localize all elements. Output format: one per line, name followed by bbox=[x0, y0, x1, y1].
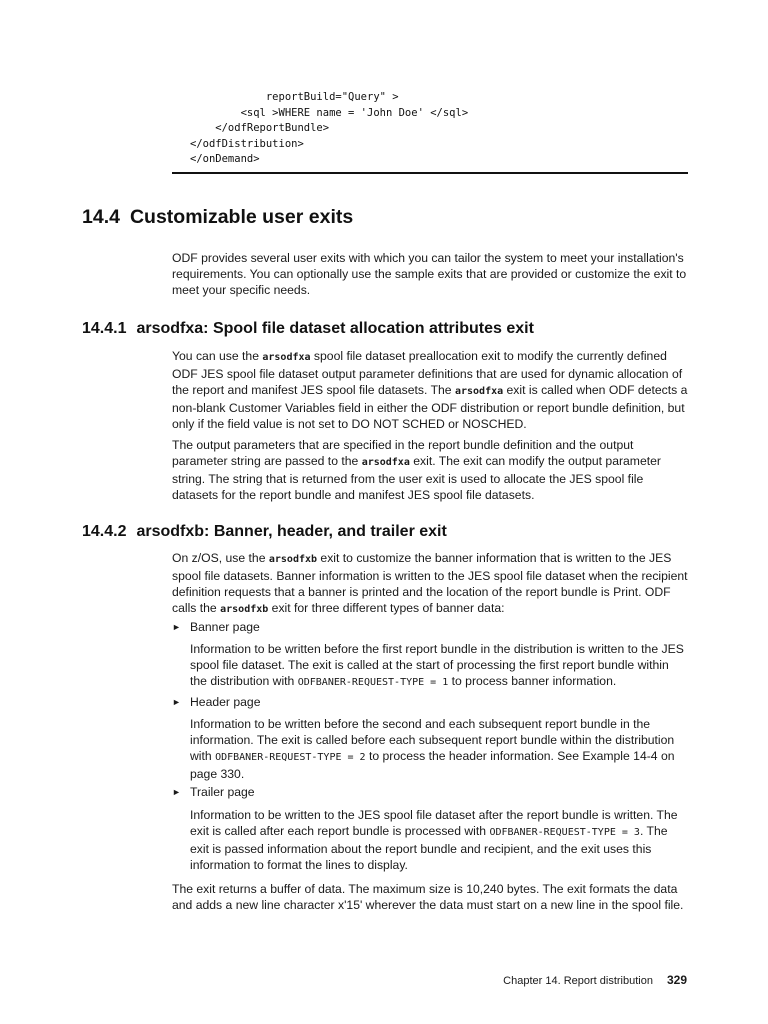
code-end-rule bbox=[172, 172, 688, 174]
text-run: . The exit is passed information about the report bundle and recipient, and the exit uses this information to format the lines to display. bbox=[190, 824, 668, 872]
bullet-item-header-page bbox=[172, 694, 260, 710]
bullet-label: Trailer page bbox=[190, 785, 255, 799]
code-line: </odfDistribution> bbox=[190, 137, 304, 150]
text-run: On z/OS, use the bbox=[172, 551, 269, 565]
text-run: to process banner information. bbox=[448, 674, 617, 688]
text-run: exit is called when ODF detects a non-blank Customer Variables field in either the ODF distribution or report bundle definition, but only if the field value is not set to DO NOT SCHED or NOSCHED. bbox=[172, 383, 688, 431]
code-listing bbox=[190, 90, 468, 168]
command-name: arsodfxa bbox=[454, 386, 504, 397]
command-name: arsodfxa bbox=[361, 457, 410, 468]
subsection-number: 14.4.1 bbox=[82, 320, 127, 337]
bullet-description bbox=[190, 807, 688, 873]
text-run: Information to be written before the second and each subsequent report bundle in the information. The exit is called before each subsequent report bundle within the distribution with bbox=[190, 717, 675, 763]
code-line: reportBuild="Query" > bbox=[190, 91, 399, 103]
subsection-number: 14.4.2 bbox=[82, 523, 127, 540]
text-run: spool file dataset preallocation exit to modify the currently defined ODF JES spool file dataset output parameter definitions that are used for dynamic allocation of the report and manifest JES spool file datasets. The bbox=[172, 349, 683, 397]
section-heading bbox=[82, 206, 353, 229]
subsection-title: arsodfxb: Banner, header, and trailer exit bbox=[136, 523, 447, 540]
text-run: exit for three different types of banner data: bbox=[268, 601, 505, 615]
bullet-triangle-icon: ► bbox=[172, 697, 181, 707]
inline-code: ODFBANER-REQUEST-TYPE = 2 bbox=[215, 752, 366, 763]
text-run: to process the header information. See Example 14-4 on page 330. bbox=[190, 749, 675, 781]
arsodfxb-paragraph-1 bbox=[172, 550, 688, 618]
intro-paragraph: ODF provides several user exits with which you can tailor the system to meet your installation's requirements. You can optionally use the sample exits that are provided or customize the exit to meet your specific needs. bbox=[172, 251, 687, 297]
bullet-label: Header page bbox=[190, 695, 261, 709]
text-run: You can use the bbox=[172, 349, 263, 363]
closing-paragraph: The exit returns a buffer of data. The maximum size is 10,240 bytes. The exit formats the data and adds a new line character x'15' wherever the data must start on a new line in the spool file. bbox=[172, 882, 684, 912]
bullet-triangle-icon: ► bbox=[172, 787, 181, 797]
bullet-label: Banner page bbox=[190, 620, 260, 634]
bullet-triangle-icon: ► bbox=[172, 622, 181, 632]
subsection-heading-arsodfxb bbox=[82, 523, 447, 541]
bullet-item-banner-page bbox=[172, 619, 260, 635]
bullet-description bbox=[190, 641, 688, 691]
code-line: </odfReportBundle> bbox=[190, 122, 330, 134]
command-name: arsodfxb bbox=[220, 604, 269, 615]
section-title: Customizable user exits bbox=[129, 206, 354, 228]
code-line: <sql >WHERE name = 'John Doe' </sql> bbox=[190, 106, 469, 119]
chapter-label: Chapter 14. Report distribution bbox=[503, 975, 653, 987]
section-number: 14.4 bbox=[82, 206, 120, 228]
subsection-heading-arsodfxa bbox=[82, 320, 534, 338]
page-footer bbox=[503, 973, 687, 987]
text-run: exit. The exit can modify the output parameter string. The string that is returned from the user exit is used to allocate the JES spool file datasets for the report bundle and manifest JES spool file datasets. bbox=[172, 454, 661, 502]
text-run: Information to be written to the JES spool file dataset after the report bundle is written. The exit is called after each report bundle is processed with bbox=[190, 808, 678, 838]
inline-code: ODFBANER-REQUEST-TYPE = 1 bbox=[297, 677, 449, 688]
command-name: arsodfxb bbox=[268, 554, 318, 565]
text-run: Information to be written before the first report bundle in the distribution is written to the JES spool file dataset. The exit is called at the start of processing the first report bundle within the distribution with bbox=[190, 642, 684, 688]
bullet-item-trailer-page bbox=[172, 784, 255, 800]
arsodfxa-paragraph-2 bbox=[172, 437, 688, 503]
bullet-description bbox=[190, 716, 688, 782]
subsection-title: arsodfxa: Spool file dataset allocation attributes exit bbox=[136, 320, 534, 337]
page-number: 329 bbox=[666, 973, 687, 987]
text-run: exit to customize the banner information that is written to the JES spool file datasets. Banner information is written to the JES spool file dataset when the recipient definition requests that a banner is printed and the location of the report bundle is Print. ODF calls the bbox=[172, 551, 688, 615]
text-run: The output parameters that are specified in the report bundle definition and the output parameter string are passed to the bbox=[172, 438, 634, 468]
arsodfxa-paragraph-1 bbox=[172, 348, 688, 432]
code-line: </onDemand> bbox=[190, 153, 260, 165]
inline-code: ODFBANER-REQUEST-TYPE = 3 bbox=[489, 827, 640, 838]
command-name: arsodfxa bbox=[262, 352, 311, 363]
